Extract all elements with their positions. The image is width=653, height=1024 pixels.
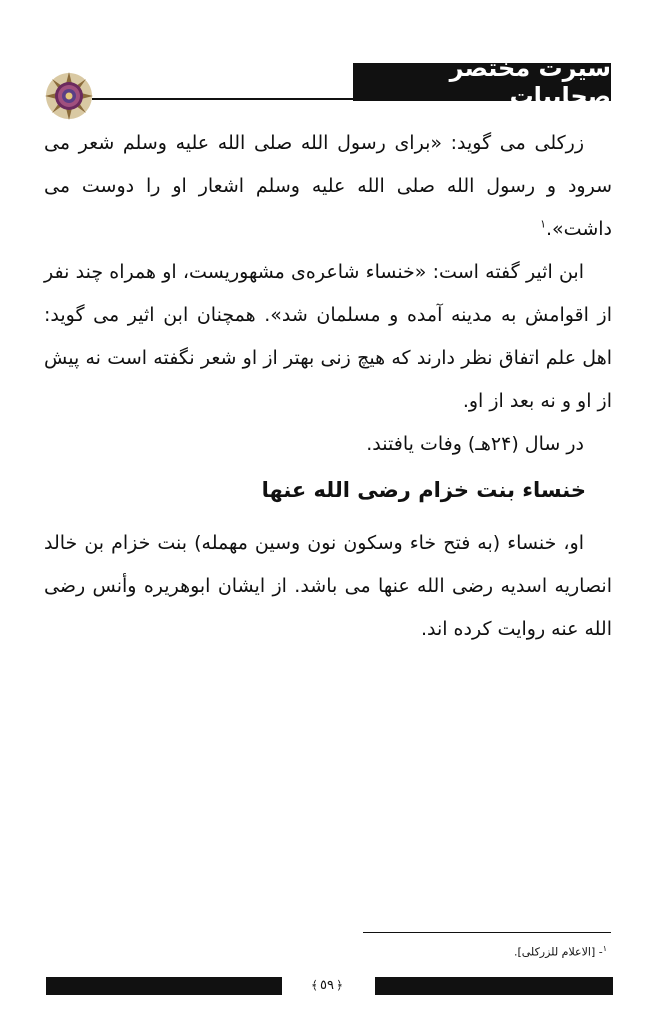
paragraph-text: زرکلی می گوید: «برای رسول الله صلی الله علیه وسلم شعر می سرود و رسول الله صلی الله علیه وسلم اشعار او را دوست می داشت». <box>44 132 612 240</box>
footnote-separator <box>363 932 611 933</box>
footnote-number: ١ <box>602 944 607 953</box>
footnote <box>207 940 607 962</box>
page-number-ornament-left: ﴾ <box>310 978 319 992</box>
footer-bar-left <box>46 977 282 995</box>
section-heading: خنساء بنت خزام رضی الله عنها <box>261 478 586 502</box>
page-number <box>290 974 364 996</box>
rosette-ornament-icon <box>44 71 94 121</box>
paragraph-ibn-athir-quote: ابن اثیر گفته است: «خنساء شاعره‌ی مشهوریست، او همراه چند نفر از اقوامش به مدینه آمده و مسلمان شد». همچنان ابن اثیر می گوید: اهل علم اتفاق نظر دارند که هیچ زنی بهتر از او شعر نگفته است نه پیش از او و نه بعد از او. <box>44 261 612 412</box>
paragraph-death-year: در سال (۲۴هـ) وفات یافتند. <box>366 433 584 455</box>
page-number-value: ٥٩ <box>320 977 334 993</box>
section-spacer <box>44 514 612 522</box>
footer-bar-right <box>375 977 613 995</box>
running-header-title: سیرت مختصر صحابیات <box>353 63 611 101</box>
page-body <box>44 122 612 651</box>
header-rule <box>92 98 354 100</box>
paragraph-khansa-bint-khizam: او، خنساء (به فتح خاء وسکون نون وسین مهمله) بنت خزام بن خالد انصاریه اسدیه رضی الله عنها می باشد. از ایشان ابوهریره وأنس رضی الله عنه روایت کرده اند. <box>44 532 612 640</box>
page-number-ornament-right: ﴿ <box>335 978 344 992</box>
paragraph-zirikli-quote <box>44 122 612 251</box>
footnote-text: - [الاعلام للزرکلی]. <box>513 945 603 959</box>
footnote-reference-mark[interactable]: ١ <box>540 217 547 231</box>
